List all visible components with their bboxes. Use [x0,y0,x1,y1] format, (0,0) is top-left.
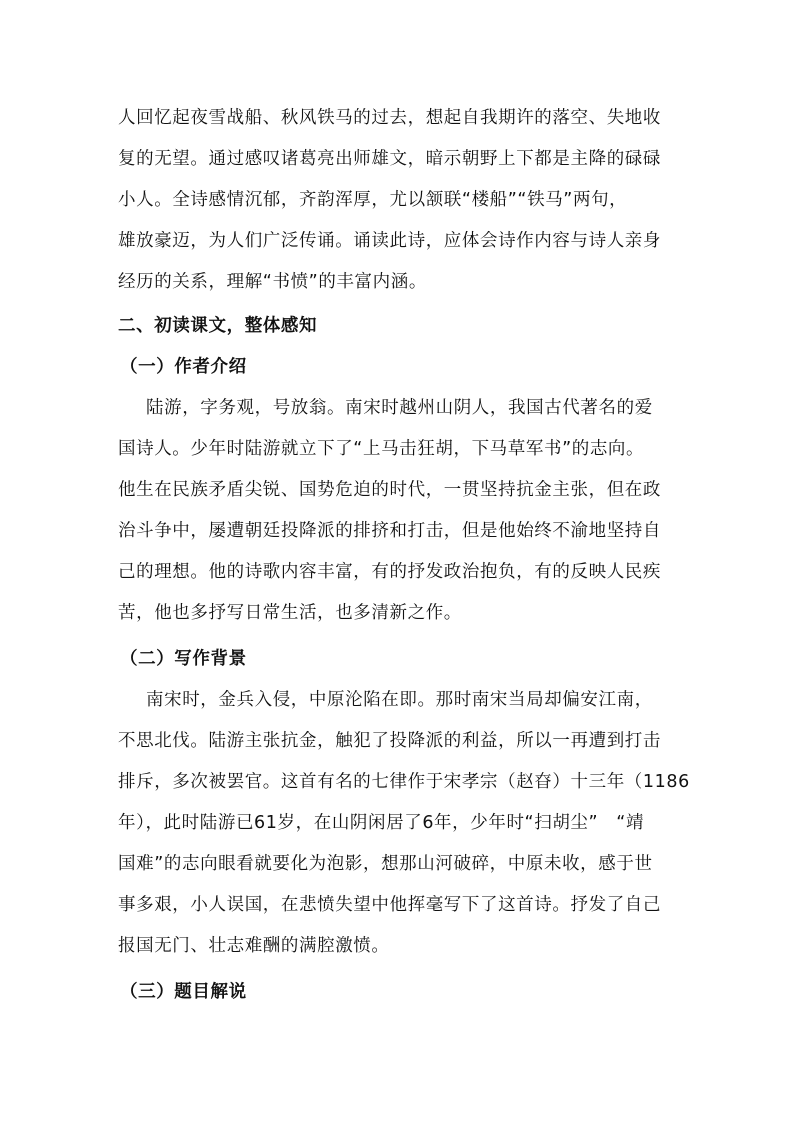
intro-line-4: 雄放豪迈，为人们广泛传诵。诵读此诗，应体会诗作内容与诗人亲身 [118,231,661,251]
background-line-1: 南宋时，金兵入侵，中原沦陷在即。那时南宋当局却偏安江南， [146,690,653,710]
intro-line-1: 人回忆起夜雪战船、秋风铁马的过去，想起自我期许的落空、失地收 [118,108,661,128]
author-heading: （一）作者介绍 [120,357,247,377]
background-line-7: 报国无门、壮志难酬的满腔激愤。 [118,936,390,956]
intro-line-3: 小人。全诗感情沉郁，齐韵浑厚，尤以颔联“楼船”“铁马”两句， [118,190,628,210]
intro-line-5: 经历的关系，理解“书愤”的丰富内涵。 [118,272,427,292]
background-line-3: 排斥，多次被罢官。这首有名的七律作于宋孝宗（赵昚）十三年（1186 [118,772,690,792]
author-line-1: 陆游，字务观，号放翁。南宋时越州山阴人，我国古代著名的爱 [146,398,653,418]
background-line-2: 不思北伐。陆游主张抗金，触犯了投降派的利益，所以一再遭到打击 [118,731,661,751]
author-line-2: 国诗人。少年时陆游就立下了“上马击狂胡，下马草军书”的志向。 [118,439,645,459]
author-line-4: 治斗争中，屡遭朝廷投降派的排挤和打击，但是他始终不渝地坚持自 [118,521,661,541]
background-line-6: 事多艰，小人误国，在悲愤失望中他挥毫写下了这首诗。抒发了自己 [118,895,661,915]
section-heading: 二、初读课文，整体感知 [118,316,318,336]
intro-line-2: 复的无望。通过感叹诸葛亮出师雄文，暗示朝野上下都是主降的碌碌 [118,149,661,169]
author-line-6: 苦，他也多抒写日常生活，也多清新之作。 [118,603,462,623]
author-line-3: 他生在民族矛盾尖锐、国势危迫的时代，一贯坚持抗金主张，但在政 [118,480,661,500]
author-line-5: 己的理想。他的诗歌内容丰富，有的抒发政治抱负，有的反映人民疾 [118,562,661,582]
background-line-4: 年），此时陆游已61岁，在山阴闲居了6年，少年时“扫胡尘” “靖 [118,813,645,833]
background-heading: （二）写作背景 [120,649,247,669]
title-explain-heading: （三）题目解说 [120,982,247,1002]
background-line-5: 国难”的志向眼看就要化为泡影，想那山河破碎，中原未收，感于世 [118,854,653,874]
